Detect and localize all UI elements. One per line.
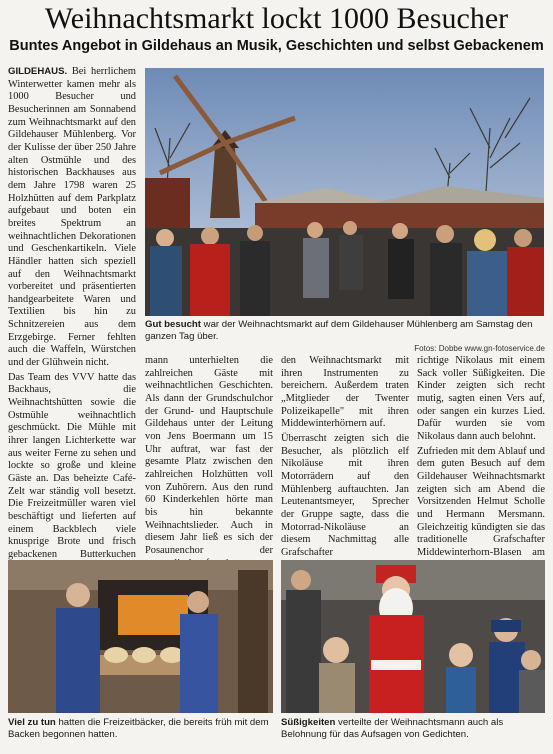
main-photo-caption bbox=[145, 319, 545, 343]
caption-bold: Gut besucht bbox=[145, 319, 201, 330]
caption-bold: Süßigkeiten bbox=[281, 717, 336, 728]
caption-text: war der Weihnachtsmarkt auf dem Gildehauser Mühlenberg am Samstag den ganzen Tag über. bbox=[145, 319, 533, 342]
caption-bold: Viel zu tun bbox=[8, 717, 56, 728]
article-paragraph: mann unterhielten die zahlreichen Gäste mit weihnachtlichen Geschichten. Als dann der Grundschulchor der Grund- und Hauptschule Gildehaus unter der Leitung von Jens Boermann um 15 Uhr auftrat, war fast der gesamte Platz zwischen den zahlreichen Holzhütten voll von Zuhörern. Aus den rund 60 Kinderkehlen hörte man bis hin bekannte Weihnachtslieder. Auch in diesem Jahr ließ es sich der Posaunenchor der bbox=[145, 355, 273, 556]
article-column-1 bbox=[8, 66, 136, 560]
santa-image bbox=[281, 560, 545, 713]
market-scene-image bbox=[145, 68, 544, 316]
bakers-photo-caption bbox=[8, 717, 276, 741]
article-paragraph: Zufrieden mit dem Ablauf und dem guten Besuch auf dem Gildehauser Weihnachtsmarkt zeigten sich am Abend die Vorsitzenden Helmut Scholle und Hermann Mersmann. Gleichzeitig kündigten sie das traditionelle Grafschafter Middewinterhorn-Blasen am bbox=[417, 445, 545, 558]
article-paragraph: Das Team des VVV hatte das Backhaus, die Weihnachtshütten sowie die Ostmühle weihnachtlich geschmückt. Die Mühle mit ihrer langen Lichterkette war aus weiter Ferne zu sehen und lockte so große und kleine Gäste an. Das beheizte Café-Zelt war ständig voll besetzt. Die Freizeitmüller waren viel beschäftigt und lieferten auf einem Backblech viele knusprige Brote und frisch gebackenen Butterkuchen bbox=[8, 371, 136, 560]
article-paragraph: richtige Nikolaus mit einem Sack voller Süßigkeiten. Die Kinder zeigten sich recht mutig, sagten einen Vers auf, oder sangen ein kurzes Lied. Dafür wurden sie vom Nikolaus dann auch belohnt. bbox=[417, 355, 545, 442]
article-paragraph: Bei herrlichem Winterwetter kamen mehr als 1000 Besucher und Besucherinnen am Sonnabend zum Weihnachtsmarkt auf den Gildehauser Mühlenberg. Vor der Kulisse der über 250 Jahre alten Ostmühle und des historischen Backhauses aus dem Jahre 1798 waren 25 Holzhütten auf dem Parkplatz aufgebaut und boten ein breites Spektrum an weihnachtlichen Dekorationen und Geschenkartikeln. Viele Händler hatten sich speziell auf den Weihnachtsmarkt vorbereitet und präsentierten handgearbeitete Waren und Textilien bis hin zu Schnitzereien aus dem Erzgebirge. Ferner fehlten auch die Waffeln, Würstchen und der Glühwein nicht. bbox=[8, 66, 136, 369]
santa-photo-caption bbox=[281, 717, 546, 741]
santa-photo bbox=[281, 560, 545, 713]
article-paragraph: den Weihnachtsmarkt mit ihren Instrumenten zu bereichern. Außerdem traten „Mitglieder der Twenter Polizeikapelle" mit ihren Middewinterhörnern auf. bbox=[281, 355, 409, 430]
article-column-3 bbox=[281, 355, 409, 558]
article-paragraph: Überrascht zeigten sich die Besucher, als plötzlich elf Nikoläuse mit ihren Motorrädern auf den Mühlenberg auftauchten. Jan Leutenantsmeyer, Sprecher der Gruppe sagte, dass die Motorrad-Nikoläuse an diesem Nachmittag alle Grafschafter bbox=[281, 432, 409, 558]
bakers-image bbox=[8, 560, 273, 713]
dateline: GILDEHAUS. bbox=[8, 66, 68, 77]
article-column-2 bbox=[145, 355, 273, 555]
photo-credit: Fotos: Dobbe www.gn-fotoservice.de bbox=[414, 344, 545, 353]
caption-text: verteilte der Weihnachtsmann auch als Belohnung für das Aufsagen von Gedichten. bbox=[281, 717, 504, 740]
headline: Weihnachtsmarkt lockt 1000 Besucher bbox=[44, 2, 509, 35]
article-column-4 bbox=[417, 355, 545, 558]
main-photo-weihnachtsmarkt bbox=[145, 68, 544, 316]
subheadline: Buntes Angebot in Gildehaus an Musik, Geschichten und selbst Gebackenem bbox=[9, 38, 544, 54]
bakers-photo bbox=[8, 560, 273, 713]
caption-text: hatten die Freizeitbäcker, die bereits früh mit dem Backen begonnen hatten. bbox=[8, 717, 269, 740]
